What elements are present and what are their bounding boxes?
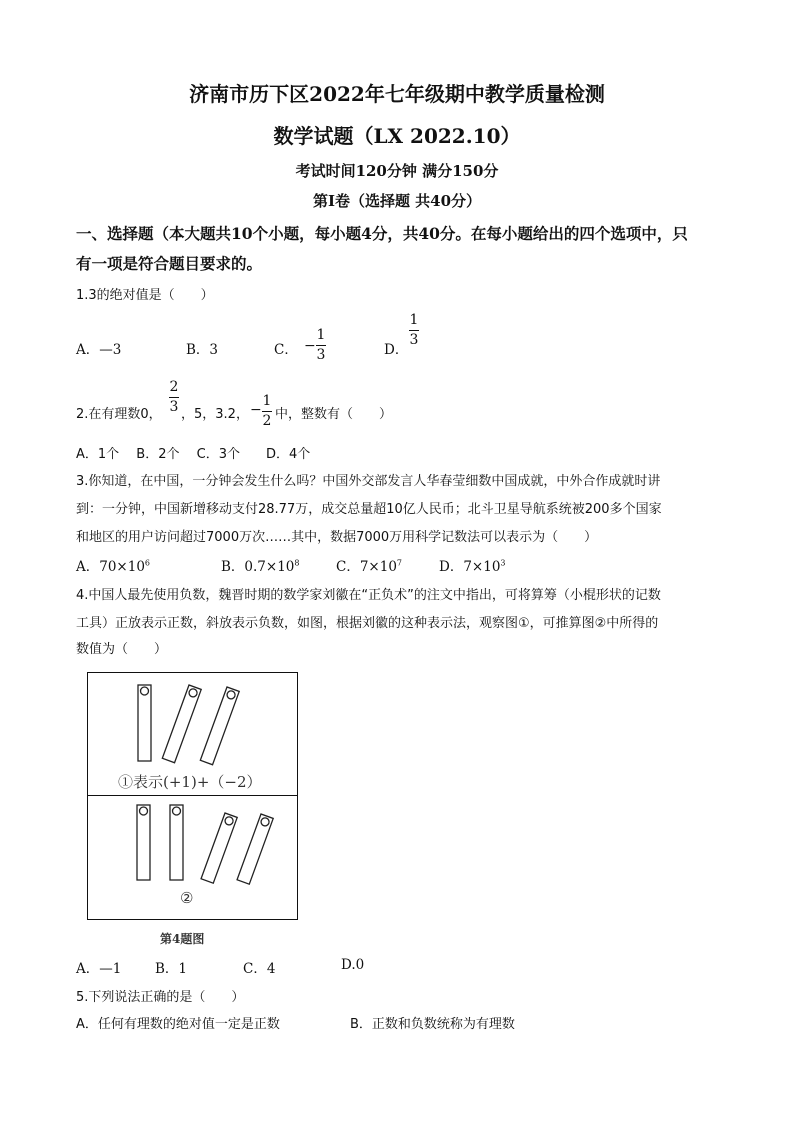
- figure-divider: [88, 795, 297, 796]
- question-4-line3: 数值为（ ）: [76, 642, 168, 657]
- fraction-denominator: 2: [262, 413, 272, 429]
- exponent: 3: [500, 558, 506, 568]
- question-2-fraction-one-half: [262, 393, 272, 430]
- figure-title: 第4题图: [160, 932, 205, 946]
- page-title: 济南市历下区2022年七年级期中教学质量检测: [189, 82, 605, 106]
- figure-caption-1: ①表示(+1)+（−2）: [118, 773, 262, 791]
- rod-upright-positive: [170, 805, 183, 880]
- question-1-option-c-sign: −: [304, 338, 316, 354]
- question-1-option-d-label: D．: [384, 342, 409, 358]
- question-1-option-c-fraction: [316, 327, 326, 364]
- question-4-option-d: D.0: [341, 957, 365, 973]
- question-2-stem-middle: ，5，3.2，: [181, 407, 249, 422]
- question-3-option-d: [439, 555, 506, 575]
- fraction-numerator: 2: [169, 379, 179, 395]
- part-heading: 第Ⅰ卷（选择题 共40分）: [312, 192, 482, 210]
- rod-tilted-negative: [237, 814, 273, 884]
- question-2-negative-sign: −: [250, 402, 262, 418]
- fraction-bar: [169, 397, 179, 398]
- question-4-option-b: B．1: [155, 961, 188, 977]
- page-subtitle: 数学试题（LX 2022.10）: [273, 124, 521, 148]
- fraction-bar: [316, 345, 326, 346]
- question-2-options: A．1个 B．2个 C．3个 D．4个: [76, 447, 311, 462]
- option-text: A．70×10: [76, 559, 145, 575]
- option-text: B．0.7×10: [221, 559, 295, 575]
- exponent: 6: [144, 558, 151, 568]
- fraction-denominator: 3: [169, 399, 179, 415]
- fraction-bar: [262, 411, 272, 412]
- question-5-stem: 5.下列说法正确的是（ ）: [76, 990, 245, 1005]
- rod-upright-positive: [137, 805, 150, 880]
- question-3-option-a: [76, 555, 150, 575]
- question-5-option-a: A．任何有理数的绝对值一定是正数: [76, 1017, 280, 1032]
- question-3-line1: 3.你知道，在中国，一分钟会发生什么吗？中国外交部发言人华春莹细数中国成就，中外合作成就时讲: [76, 474, 661, 489]
- question-3-option-c: [336, 555, 402, 575]
- exponent: 7: [396, 558, 403, 568]
- question-2-stem-start: 2.在有理数0，: [76, 407, 162, 422]
- fraction-numerator: 1: [262, 393, 272, 409]
- question-2-fraction-two-thirds: [169, 379, 179, 416]
- question-4-option-a: A．—1: [76, 961, 122, 977]
- question-5-option-b: B．正数和负数统称为有理数: [350, 1017, 515, 1032]
- fraction-bar: [409, 330, 419, 331]
- option-text: C．7×10: [336, 559, 397, 575]
- counting-rods-drawing: [88, 673, 297, 919]
- question-1-stem: 1.3的绝对值是（ ）: [76, 288, 214, 303]
- question-3-line3: 和地区的用户访问超过7000万次……其中，数据7000万用科学记数法可以表示为（ ）: [76, 530, 598, 545]
- fraction-denominator: 3: [409, 332, 419, 348]
- question-1-option-a: A．—3: [76, 342, 122, 358]
- question-3-line2: 到：一分钟，中国新增移动支付28.77万，成交总量超10亿人民币；北斗卫星导航系统被200多个国家: [76, 502, 662, 517]
- rod-tilted-negative: [201, 813, 237, 883]
- rod-tilted-negative: [200, 687, 239, 765]
- fraction-denominator: 3: [316, 347, 326, 363]
- section-instructions-line2: 有一项是符合题目要求的。: [76, 254, 263, 273]
- section-instructions-line1: 一、选择题（本大题共10个小题，每小题4分，共40分。在每小题给出的四个选项中，只: [76, 224, 688, 243]
- counting-rods-figure: [87, 672, 298, 920]
- figure-caption-2: ②: [180, 889, 194, 907]
- option-text: D．7×10: [439, 559, 501, 575]
- fraction-numerator: 1: [316, 327, 326, 343]
- question-1-option-c-label: C．: [274, 342, 298, 358]
- question-4-option-c: C．4: [243, 961, 276, 977]
- question-4-line2: 工具）正放表示正数，斜放表示负数，如图，根据刘徽的这种表示法，观察图①，可推算图②中所得的: [76, 616, 659, 631]
- exam-info: 考试时间120分钟 满分150分: [295, 162, 499, 180]
- question-4-line1: 4.中国人最先使用负数，魏晋时期的数学家刘徽在“正负术”的注文中指出，可将算筹（小棍形状的记数: [76, 588, 661, 603]
- rod-tilted-negative: [162, 685, 201, 763]
- question-1-option-d-fraction: [409, 312, 419, 349]
- exponent: 8: [294, 558, 300, 568]
- question-2-stem-end: 中，整数有（ ）: [275, 407, 393, 422]
- question-1-option-b: B．3: [186, 342, 219, 358]
- rod-upright-positive: [138, 685, 151, 761]
- question-3-option-b: [221, 555, 299, 575]
- fraction-numerator: 1: [409, 312, 419, 328]
